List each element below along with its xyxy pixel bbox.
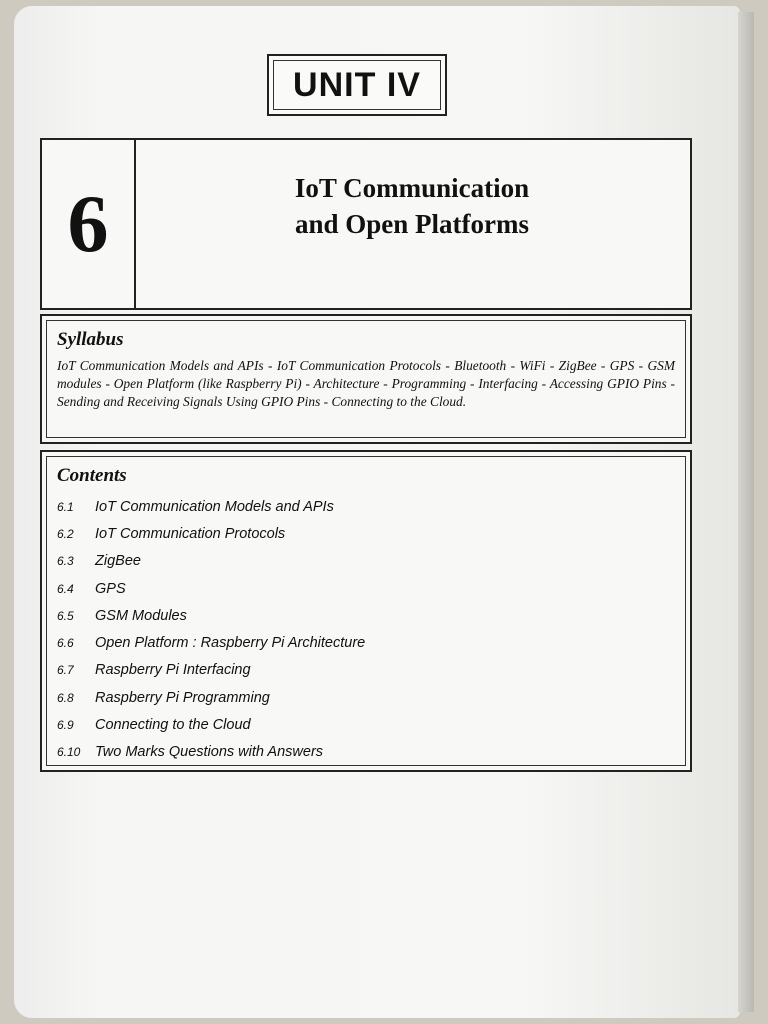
contents-item-title: Open Platform : Raspberry Pi Architecture xyxy=(95,635,366,652)
contents-item-title: Two Marks Questions with Answers xyxy=(95,744,324,761)
contents-item-title: Raspberry Pi Interfacing xyxy=(95,662,251,679)
book-page xyxy=(14,6,740,1018)
contents-item xyxy=(57,493,675,520)
contents-item xyxy=(57,711,675,738)
contents-item xyxy=(57,739,675,766)
chapter-title xyxy=(142,170,682,242)
contents-item-number: 6.2 xyxy=(57,526,74,541)
contents-item-number: 6.1 xyxy=(57,499,74,514)
contents-item xyxy=(57,657,675,684)
contents-item xyxy=(57,520,675,547)
unit-label-box xyxy=(267,54,447,116)
chapter-title-line1: IoT Communication xyxy=(294,173,530,203)
contents-item xyxy=(57,602,675,629)
contents-item-title: IoT Communication Protocols xyxy=(95,525,286,542)
chapter-number: 6 xyxy=(67,178,109,269)
contents-item xyxy=(57,684,675,711)
unit-label: UNIT IV xyxy=(273,60,441,110)
contents-box xyxy=(40,450,692,772)
contents-item-number: 6.4 xyxy=(57,581,74,596)
syllabus-heading: Syllabus xyxy=(57,329,124,350)
contents-item xyxy=(57,629,675,656)
contents-item-number: 6.8 xyxy=(57,690,74,705)
page-stack-edge xyxy=(738,12,754,1012)
syllabus-text: IoT Communication Models and APIs - IoT Communication Protocols - Bluetooth - WiFi - ZigBee - GPS - GSM modules - Open Platform (like Raspberry Pi) - Architecture - Programming - Interfacing - Accessing GPIO Pins - Sending and Receiving Signals Using GPIO Pins - Connecting to the Cloud. xyxy=(57,358,675,409)
contents-item-number: 6.6 xyxy=(57,636,74,651)
chapter-number-cell xyxy=(42,140,136,308)
contents-item-number: 6.7 xyxy=(57,663,74,678)
contents-item-title: GPS xyxy=(95,580,126,597)
contents-item-title: IoT Communication Models and APIs xyxy=(95,498,334,515)
contents-item-number: 6.10 xyxy=(57,745,81,760)
contents-item xyxy=(57,575,675,602)
contents-item-number: 6.9 xyxy=(57,718,74,733)
chapter-header xyxy=(40,138,692,310)
contents-item-title: Raspberry Pi Programming xyxy=(95,689,270,706)
contents-item-number: 6.3 xyxy=(57,554,74,569)
contents-list xyxy=(57,493,675,766)
contents-item-title: ZigBee xyxy=(95,553,141,570)
contents-item xyxy=(57,548,675,575)
contents-item-title: GSM Modules xyxy=(95,607,187,624)
chapter-title-line2: and Open Platforms xyxy=(294,209,529,239)
syllabus-box xyxy=(40,314,692,444)
contents-item-title: Connecting to the Cloud xyxy=(95,717,251,734)
syllabus-inner xyxy=(46,320,686,438)
contents-inner xyxy=(46,456,686,766)
contents-heading: Contents xyxy=(57,465,127,486)
contents-item-number: 6.5 xyxy=(57,608,74,623)
